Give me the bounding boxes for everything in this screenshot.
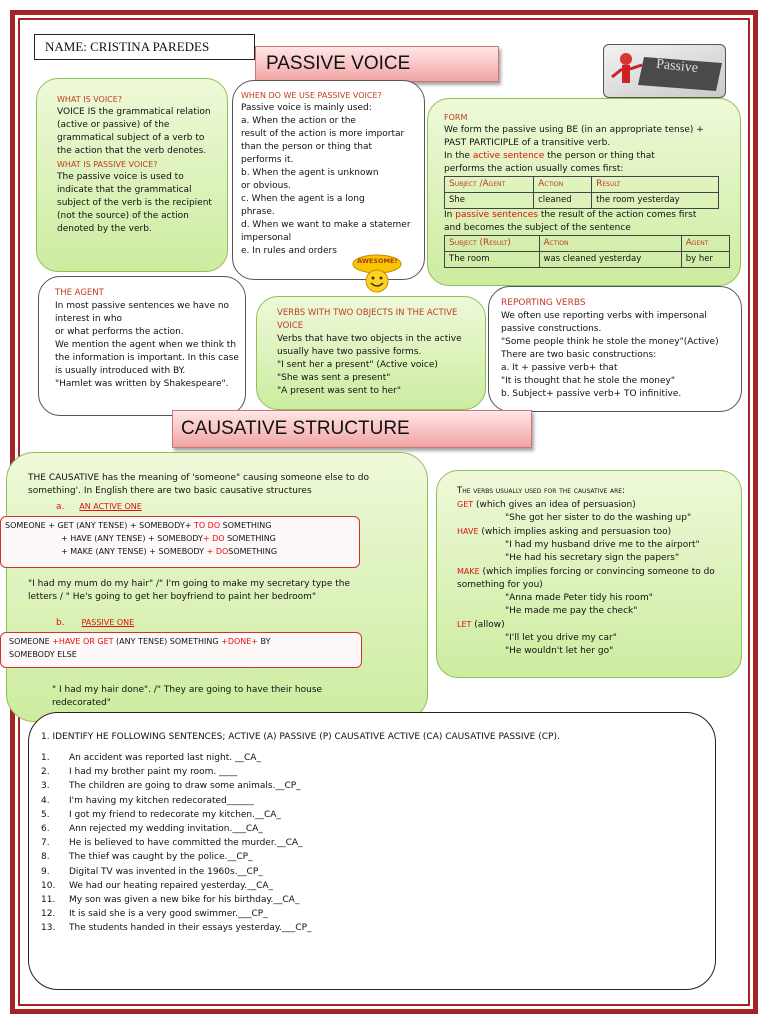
verb-line [457,525,733,539]
verb-desc: (which implies asking and persuasion too) [478,527,672,537]
active-examples-text: "I had my mum do my hair" /" I'm going to make my secretary type the letters / " He's going to get her boyfriend to paint her bedroom" [28,579,351,602]
awesome-badge [352,252,402,294]
item-number: 8. [41,852,50,863]
verb-example: "I'll let you drive my car" [505,633,617,643]
when-use-line: phrase. [241,207,275,217]
passive-examples-text: " I had my hair done". /" They are going to have their house redecorated" [52,685,323,708]
exercise-item [41,866,705,880]
table-cell: She [445,193,534,209]
verb-example: "Anna made Peter tidy his room" [505,593,653,603]
form-line: We form the passive using BE (in an appropriate tense) + [444,125,704,135]
reporting-line: There are two basic constructions: [501,350,657,360]
exercise-item [41,922,705,936]
what-is-passive-text: The passive voice is used to indicate that the grammatical subject of the verb is the recipient (not the source) of the action denoted by the verb. [57,172,212,234]
when-use-line: impersonal [241,233,292,243]
causative-verbs-heading: The verbs usually used for the causative are: [457,486,625,496]
exercise-item [41,809,705,823]
verb-line [457,618,733,632]
item-number: 7. [41,838,50,849]
item-number: 13. [41,923,56,934]
causative-intro [28,472,408,500]
exercise-item [41,851,705,865]
exercise-item [41,837,705,851]
causative-intro-text: THE CAUSATIVE has the meaning of 'someone" causing someone else to do something'. In English there are two basic causative structures [28,473,369,496]
two-objects-line: "I sent her a present" (Active voice) [277,360,438,370]
table-header: Result [592,177,718,193]
verb-desc: (which gives an idea of persuasion) [473,500,636,510]
verb-key: LET [457,620,472,629]
passive-formula-box [0,632,362,668]
active-one-label [56,500,256,514]
when-use-line: c. When the agent is a long [241,194,365,204]
when-use-line: d. When we want to make a statemer [241,220,411,230]
reporting-verbs-box [488,286,742,412]
form-line: In passive sentences the result of the action comes first [444,210,697,220]
when-use-line: e. In rules and orders [241,246,337,256]
two-objects-heading: VERBS WITH TWO OBJECTS IN THE ACTIVE VOICE [277,308,458,331]
reporting-heading: REPORTING VERBS [501,298,586,308]
item-number: 2. [41,767,50,778]
awesome-badge-text: AWESOME! [357,257,398,265]
logo-text: Passive [655,56,699,77]
item-number: 1. [41,753,50,763]
formula-line: + HAVE (ANY TENSE) + SOMEBODY+ DO SOMETHING [61,534,276,543]
item-number: 11. [41,894,56,905]
item-sentence: I got my friend to redecorate my kitchen.__CA_ [69,809,281,820]
passive-one-title: PASSIVE ONE [81,618,135,627]
active-formula-box [0,516,360,568]
reporting-line: "Some people think he stole the money"(Active) [501,337,719,347]
reporting-line: b. Subject+ passive verb+ TO infinitive. [501,389,682,399]
form-line: performs the action usually comes first: [444,164,624,174]
item-number: 3. [41,781,50,792]
when-use-heading: WHEN DO WE USE PASSIVE VOICE? [241,91,382,100]
formula-line: SOMEONE + GET (ANY TENSE) + SOMEBODY+ TO DO SOMETHING [5,521,272,530]
exercise-item [41,894,705,908]
two-objects-line: "She was sent a present" [277,373,391,383]
verb-line [457,498,733,512]
active-examples [28,578,378,606]
what-is-passive-heading: WHAT IS PASSIVE VOICE? [57,160,158,169]
verb-example: "I had my husband drive me to the airport" [505,540,700,550]
exercise-item [41,908,705,922]
exercise-item [41,766,705,780]
exercise-list [41,752,705,936]
two-objects-line: "A present was sent to her" [277,386,401,396]
agent-heading: THE AGENT [55,288,104,298]
item-sentence: Digital TV was invented in the 1960s.__CP_ [69,866,263,877]
when-use-line: Passive voice is mainly used: [241,103,372,113]
active-one-letter: a. [56,502,65,512]
reporting-line: a. It + passive verb+ that [501,363,618,373]
table-cell: by her [681,252,729,268]
item-sentence: The children are going to draw some animals.__CP_ [69,781,301,792]
verb-key: GET [457,500,474,509]
verb-key: HAVE [457,527,479,536]
agent-line: the information is important. In this case [55,353,239,363]
agent-line: We mention the agent when we think th [55,340,237,350]
when-use-box [232,80,425,280]
exercise-item [41,752,705,766]
table-cell: was cleaned yesterday [539,252,681,268]
what-is-voice-box [36,78,228,272]
item-sentence: I'm having my kitchen redecorated______ [69,795,254,806]
when-use-line: performs it. [241,155,294,165]
exercise-instruction: 1. IDENTIFY HE FOLLOWING SENTENCES; ACTIVE (A) PASSIVE (P) CAUSATIVE ACTIVE (CA) CAUSATIVE PASSIVE (CP). [41,732,560,742]
agent-line: "Hamlet was written by Shakespeare". [55,379,229,389]
item-number: 4. [41,795,50,806]
passive-table [444,235,730,268]
agent-line: or what performs the action. [55,327,184,337]
active-one-title: AN ACTIVE ONE [79,502,142,511]
verb-example: "She got her sister to do the washing up" [505,513,692,523]
item-sentence: My son was given a new bike for his birthday.__CA_ [69,894,300,905]
exercise-item [41,823,705,837]
form-line: and becomes the subject of the sentence [444,223,631,233]
when-use-line: or obvious. [241,181,291,191]
what-is-voice-heading: WHAT IS VOICE? [57,95,123,104]
table-header: Subject (Result) [445,236,540,252]
exercise-item [41,880,705,894]
student-name-box: NAME: CRISTINA PAREDES [34,34,255,60]
item-sentence: It is said she is a very good swimmer.___CP_ [69,909,268,920]
item-number: 12. [41,909,56,920]
verb-desc: (allow) [471,620,505,630]
passive-one-label [56,616,256,630]
exercise-item [41,780,705,794]
table-cell: the room yesterday [592,193,718,209]
passive-one-letter: b. [56,618,65,628]
exercise-box [28,712,716,990]
formula-line: + MAKE (ANY TENSE) + SOMEBODY + DOSOMETHING [61,547,278,556]
active-table [444,176,719,209]
form-line: In the active sentence the person or thing that [444,151,655,161]
form-heading: FORM [444,113,468,122]
reporting-line: passive constructions. [501,324,602,334]
verb-example: "He had his secretary sign the papers" [505,553,680,563]
when-use-line: than the person or thing that [241,142,373,152]
reporting-line: We often use reporting verbs with impersonal [501,311,707,321]
form-box [427,98,741,286]
table-header: Action [539,236,681,252]
two-objects-box [256,296,486,410]
formula-line: SOMEBODY ELSE [9,650,77,659]
agent-line: In most passive sentences we have no [55,301,230,311]
item-number: 10. [41,880,56,891]
table-cell: cleaned [534,193,592,209]
when-use-line: a. When the action or the [241,116,356,126]
item-sentence: The thief was caught by the police.__CP_ [69,852,253,863]
item-number: 9. [41,866,50,877]
table-header: Subject /Agent [445,177,534,193]
item-sentence: The students handed in their essays yesterday.___CP_ [69,923,312,934]
agent-line: is usually introduced with BY. [55,366,186,376]
table-cell: The room [445,252,540,268]
verb-example: "He made me pay the check" [505,606,638,616]
agent-box [38,276,246,416]
passive-examples [52,684,372,712]
verb-example: "He wouldn't let her go" [505,646,614,656]
when-use-line: result of the action is more importar [241,129,405,139]
reporting-line: "It is thought that he stole the money" [501,376,675,386]
passive-voice-title: PASSIVE VOICE [255,46,499,82]
table-header: Action [534,177,592,193]
form-line: PAST PARTICIPLE of a transitive verb. [444,138,611,148]
item-sentence: Ann rejected my wedding invitation.___CA_ [69,823,263,834]
what-is-voice-text: VOICE IS the grammatical relation (active or passive) of the grammatical subject of a verb to the action that the verb denotes. [57,107,211,156]
exercise-item [41,795,705,809]
verb-desc: (which implies forcing or convincing someone to do something for you) [457,567,715,590]
item-sentence: We had our heating repaired yesterday.__CA_ [69,880,274,891]
item-number: 6. [41,823,50,834]
causative-verbs-box [436,470,742,678]
two-objects-line: Verbs that have two objects in the active [277,334,462,344]
table-header: Agent [681,236,729,252]
active-sentence-term: active sentence [472,151,545,161]
causative-title: CAUSATIVE STRUCTURE [172,410,532,448]
item-sentence: An accident was reported last night. __CA_ [69,753,261,763]
when-use-line: b. When the agent is unknown [241,168,379,178]
item-sentence: He is believed to have committed the murder.__CA_ [69,838,303,849]
two-objects-line: usually have two passive forms. [277,347,422,357]
passive-sentences-term: passive sentences [455,210,538,220]
passive-voice-logo [603,44,726,98]
verb-key: MAKE [457,567,480,576]
item-sentence: I had my brother paint my room. ____ [69,767,238,778]
verb-line [457,565,733,592]
formula-line: SOMEONE +HAVE OR GET (ANY TENSE) SOMETHING +DONE+ BY [9,637,271,646]
item-number: 5. [41,809,50,820]
agent-line: interest in who [55,314,123,324]
